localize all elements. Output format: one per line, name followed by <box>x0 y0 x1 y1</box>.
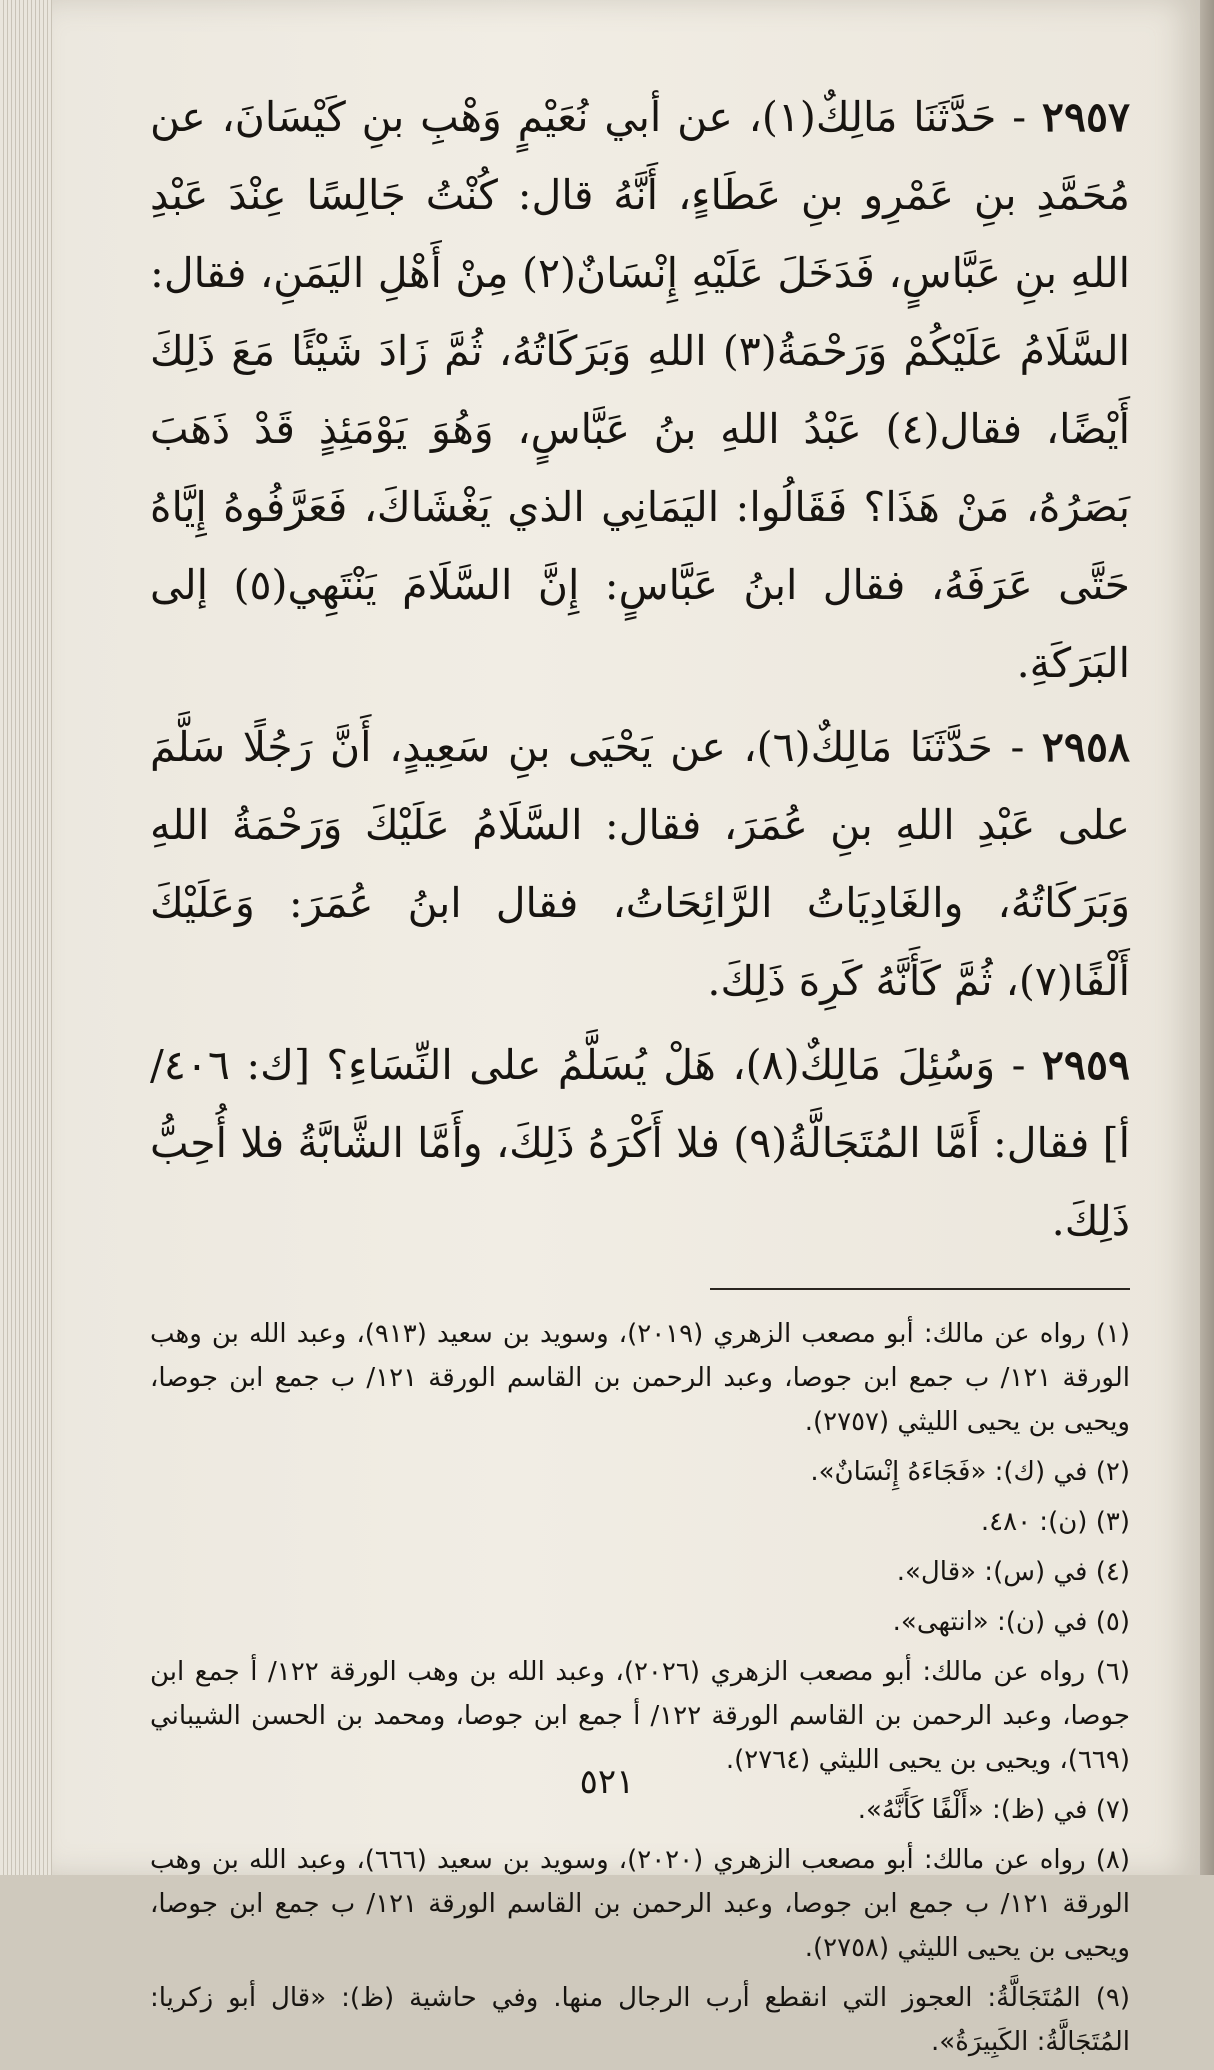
footnote-7: (٧) في (ظ): «أَلْفًا كَأَنَّهُ». <box>857 1795 1130 1825</box>
footnote-2: (٢) في (ك): «فَجَاءَهُ إِنْسَانٌ». <box>810 1457 1130 1487</box>
hadith-2958 <box>150 708 1130 1020</box>
footnote-9: (٩) المُتَجَالَّةُ: العجوز التي انقطع أرب الرجال منها. وفي حاشية (ظ): «قال أبو زكريا: المُتَجَالَّةُ: الكَبِيرَةُ». <box>150 1983 1130 2057</box>
footnote-6: (٦) رواه عن مالك: أبو مصعب الزهري (٢٠٢٦)، وعبد الله بن وهب الورقة ١٢٢/ أ جمع ابن جوصا، وعبد الرحمن بن القاسم الورقة ١٢٢/ أ جمع ابن جوصا، ومحمد بن الحسن الشيباني (٦٦٩)، ويحيى بن يحيى الليثي (٢٧٦٤). <box>150 1657 1130 1775</box>
hadith-2957 <box>150 78 1130 702</box>
footnote-4: (٤) في (س): «قال». <box>896 1557 1130 1587</box>
hadith-text: - وَسُئِلَ مَالِكٌ(٨)، هَلْ يُسَلَّمُ على النِّسَاءِ؟ [ك: ٤٠٦/ أ] فقال: أَمَّا المُتَجَالَّةُ(٩) فلا أَكْرَهُ ذَلِكَ، وأَمَّا الشَّابَّةُ فلا أُحِبُّ ذَلِكَ. <box>150 1041 1130 1245</box>
book-page-edges <box>0 0 60 1875</box>
hadith-number: ٢٩٥٨ <box>1041 723 1130 771</box>
hadith-2959 <box>150 1026 1130 1260</box>
footnote-3: (٣) (ن): ٤٨٠. <box>980 1507 1130 1537</box>
footnote-5: (٥) في (ن): «انتهى». <box>892 1607 1130 1637</box>
footnote-1: (١) رواه عن مالك: أبو مصعب الزهري (٢٠١٩)، وسويد بن سعيد (٩١٣)، وعبد الله بن وهب الورقة ١٢١/ ب جمع ابن جوصا، وعبد الرحمن بن القاسم الورقة ١٢١/ ب جمع ابن جوصا، ويحيى بن يحيى الليثي (٢٧٥٧). <box>150 1319 1130 1437</box>
book-spine <box>1200 0 1214 1875</box>
footnote-divider <box>710 1288 1130 1290</box>
hadith-text: - حَدَّثَنَا مَالِكٌ(٦)، عن يَحْيَى بنِ سَعِيدٍ، أَنَّ رَجُلًا سَلَّمَ على عَبْدِ اللهِ بنِ عُمَرَ، فقال: السَّلَامُ عَلَيْكَ وَرَحْمَةُ اللهِ وَبَرَكَاتُهُ، والغَادِيَاتُ الرَّائِحَاتُ، فقال ابنُ عُمَرَ: وَعَلَيْكَ أَلْفًا(٧)، ثُمَّ كَأَنَّهُ كَرِهَ ذَلِكَ. <box>150 723 1130 1005</box>
page-number: ٥٢١ <box>579 1762 635 1802</box>
hadith-number: ٢٩٥٧ <box>1041 93 1131 141</box>
hadith-number: ٢٩٥٩ <box>1041 1041 1130 1089</box>
footnote-8: (٨) رواه عن مالك: أبو مصعب الزهري (٢٠٢٠)، وسويد بن سعيد (٦٦٦)، وعبد الله بن وهب الورقة ١٢١/ ب جمع ابن جوصا، وعبد الرحمن بن القاسم الورقة ١٢١/ ب جمع ابن جوصا، ويحيى بن يحيى الليثي (٢٧٥٨). <box>150 1845 1130 1963</box>
hadith-text: - حَدَّثَنَا مَالِكٌ(١)، عن أبي نُعَيْمٍ وَهْبِ بنِ كَيْسَانَ، عن مُحَمَّدِ بنِ عَمْرِو بنِ عَطَاءٍ، أَنَّهُ قال: كُنْتُ جَالِسًا عِنْدَ عَبْدِ اللهِ بنِ عَبَّاسٍ، فَدَخَلَ عَلَيْهِ إِنْسَانٌ(٢) مِنْ أَهْلِ اليَمَنِ، فقال: السَّلَامُ عَلَيْكُمْ وَرَحْمَةُ(٣) اللهِ وَبَرَكَاتُهُ، ثُمَّ زَادَ شَيْئًا مَعَ ذَلِكَ أَيْضًا، فقال(٤) عَبْدُ اللهِ بنُ عَبَّاسٍ، وَهُوَ يَوْمَئِذٍ قَدْ ذَهَبَ بَصَرُهُ، مَنْ هَذَا؟ فَقَالُوا: اليَمَانِي الذي يَغْشَاكَ، فَعَرَّفُوهُ إِيَّاهُ حَتَّى عَرَفَهُ، فقال ابنُ عَبَّاسٍ: إِنَّ السَّلَامَ يَنْتَهِي(٥) إلى البَرَكَةِ. <box>150 93 1131 687</box>
